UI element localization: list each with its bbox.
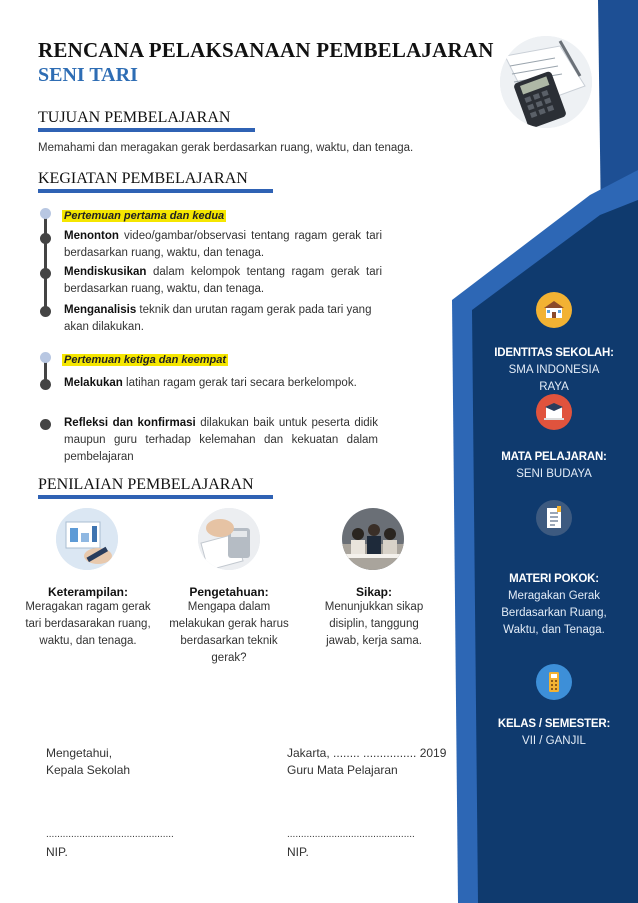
- header-photo-calculator: [500, 36, 592, 128]
- timeline-dot: [40, 379, 51, 390]
- sidebar-title-identitas: IDENTITAS SEKOLAH:: [494, 347, 614, 359]
- assessment-photo-attitude: [342, 508, 404, 570]
- activity-item: Melakukan latihan ragam gerak tari secara berkelompok.: [64, 377, 357, 389]
- assessment-text: Meragakan ragam gerak tari berdasarakan ruang, waktu, dan tenaga.: [25, 601, 151, 647]
- assessment-title: Pengetahuan:: [189, 585, 269, 599]
- assessment-photo-knowledge: [198, 508, 260, 570]
- assessment-card-attitude: [312, 585, 436, 650]
- sidebar-title-mapel: MATA PELAJARAN:: [501, 451, 607, 463]
- laptop-graduation-icon: [536, 394, 572, 430]
- assessment-card-knowledge: [166, 585, 292, 667]
- section-heading-tujuan: TUJUAN PEMBELAJARAN: [38, 109, 231, 126]
- signature-right-dots: ..............................................: [287, 829, 415, 840]
- timeline-dot-meeting2: [40, 352, 51, 363]
- timeline-line: [44, 215, 47, 311]
- meeting2-label: Pertemuan ketiga dan keempat: [64, 354, 227, 366]
- signature-left-line2: Kepala Sekolah: [46, 763, 131, 777]
- signature-left-line1: Mengetahui,: [46, 746, 113, 760]
- assessment-title: Sikap:: [355, 585, 392, 599]
- reflection-text: Refleksi dan konfirmasi dilakukan baik untuk peserta didik maupun guru terhadap kelemahan dan kekuatan dalam pembelajaran: [64, 417, 378, 463]
- sidebar-text-kelas: VII / GANJIL: [522, 735, 586, 747]
- signature-left-nip: NIP.: [46, 845, 68, 859]
- document-icon: [536, 500, 572, 536]
- timeline-dot: [40, 306, 51, 317]
- page-title: RENCANA PELAKSANAAN PEMBELAJARAN: [38, 38, 494, 62]
- timeline-dot: [40, 233, 51, 244]
- activity-item: Menganalisis teknik dan urutan ragam gerak pada tari yang akan dilakukan.: [64, 304, 372, 333]
- assessment-photo-skills: [56, 508, 118, 570]
- signature-right: [287, 745, 446, 779]
- assessment-text: Mengapa dalam melakukan gerak harus berdasarkan teknik gerak?: [169, 601, 289, 664]
- tujuan-text: Memahami dan meragakan gerak berdasarkan ruang, waktu, dan tenaga.: [38, 142, 414, 154]
- assessment-card-skills: [22, 585, 154, 650]
- sidebar-title-kelas: KELAS / SEMESTER:: [497, 718, 611, 730]
- page-subtitle: SENI TARI: [38, 64, 138, 86]
- signature-left-dots: ..............................................: [46, 829, 174, 840]
- sidebar-text-materi: Meragakan Gerak Berdasarkan Ruang, Waktu, dan Tenaga.: [501, 590, 607, 636]
- section-heading-penilaian: PENILAIAN PEMBELAJARAN: [38, 476, 254, 493]
- meeting1-label: Pertemuan pertama dan kedua: [64, 210, 225, 222]
- assessment-title: Keterampilan:: [47, 585, 129, 599]
- sidebar-text-mapel: SENI BUDAYA: [516, 468, 592, 480]
- sidebar-text-identitas: SMA INDONESIA RAYA: [508, 364, 600, 393]
- activity-item: Mendiskusikan dalam kelompok tentang ragam gerak tari berdasarkan ruang, waktu, dan tenaga.: [64, 266, 382, 295]
- section-underline-kegiatan: [38, 189, 273, 193]
- activity-item: Menonton video/gambar/observasi tentang ragam gerak tari berdasarkan ruang, waktu, dan tenaga.: [64, 230, 382, 259]
- assessment-text: Menunjukkan sikap disiplin, tanggung jawab, kerja sama.: [324, 601, 424, 647]
- reflection-dot: [40, 419, 51, 430]
- section-underline-penilaian: [38, 495, 273, 499]
- signature-right-line1: Jakarta, ........ ................ 2019: [287, 746, 447, 760]
- signature-right-line2: Guru Mata Pelajaran: [287, 763, 398, 777]
- timeline-dot: [40, 268, 51, 279]
- calculator-icon: [536, 664, 572, 700]
- signature-left: [46, 745, 130, 779]
- signature-right-nip: NIP.: [287, 845, 309, 859]
- timeline-dot-meeting1: [40, 208, 51, 219]
- section-underline-tujuan: [38, 128, 255, 132]
- school-icon: [536, 292, 572, 328]
- sidebar-title-materi: MATERI POKOK:: [509, 573, 599, 585]
- section-heading-kegiatan: KEGIATAN PEMBELAJARAN: [38, 170, 248, 187]
